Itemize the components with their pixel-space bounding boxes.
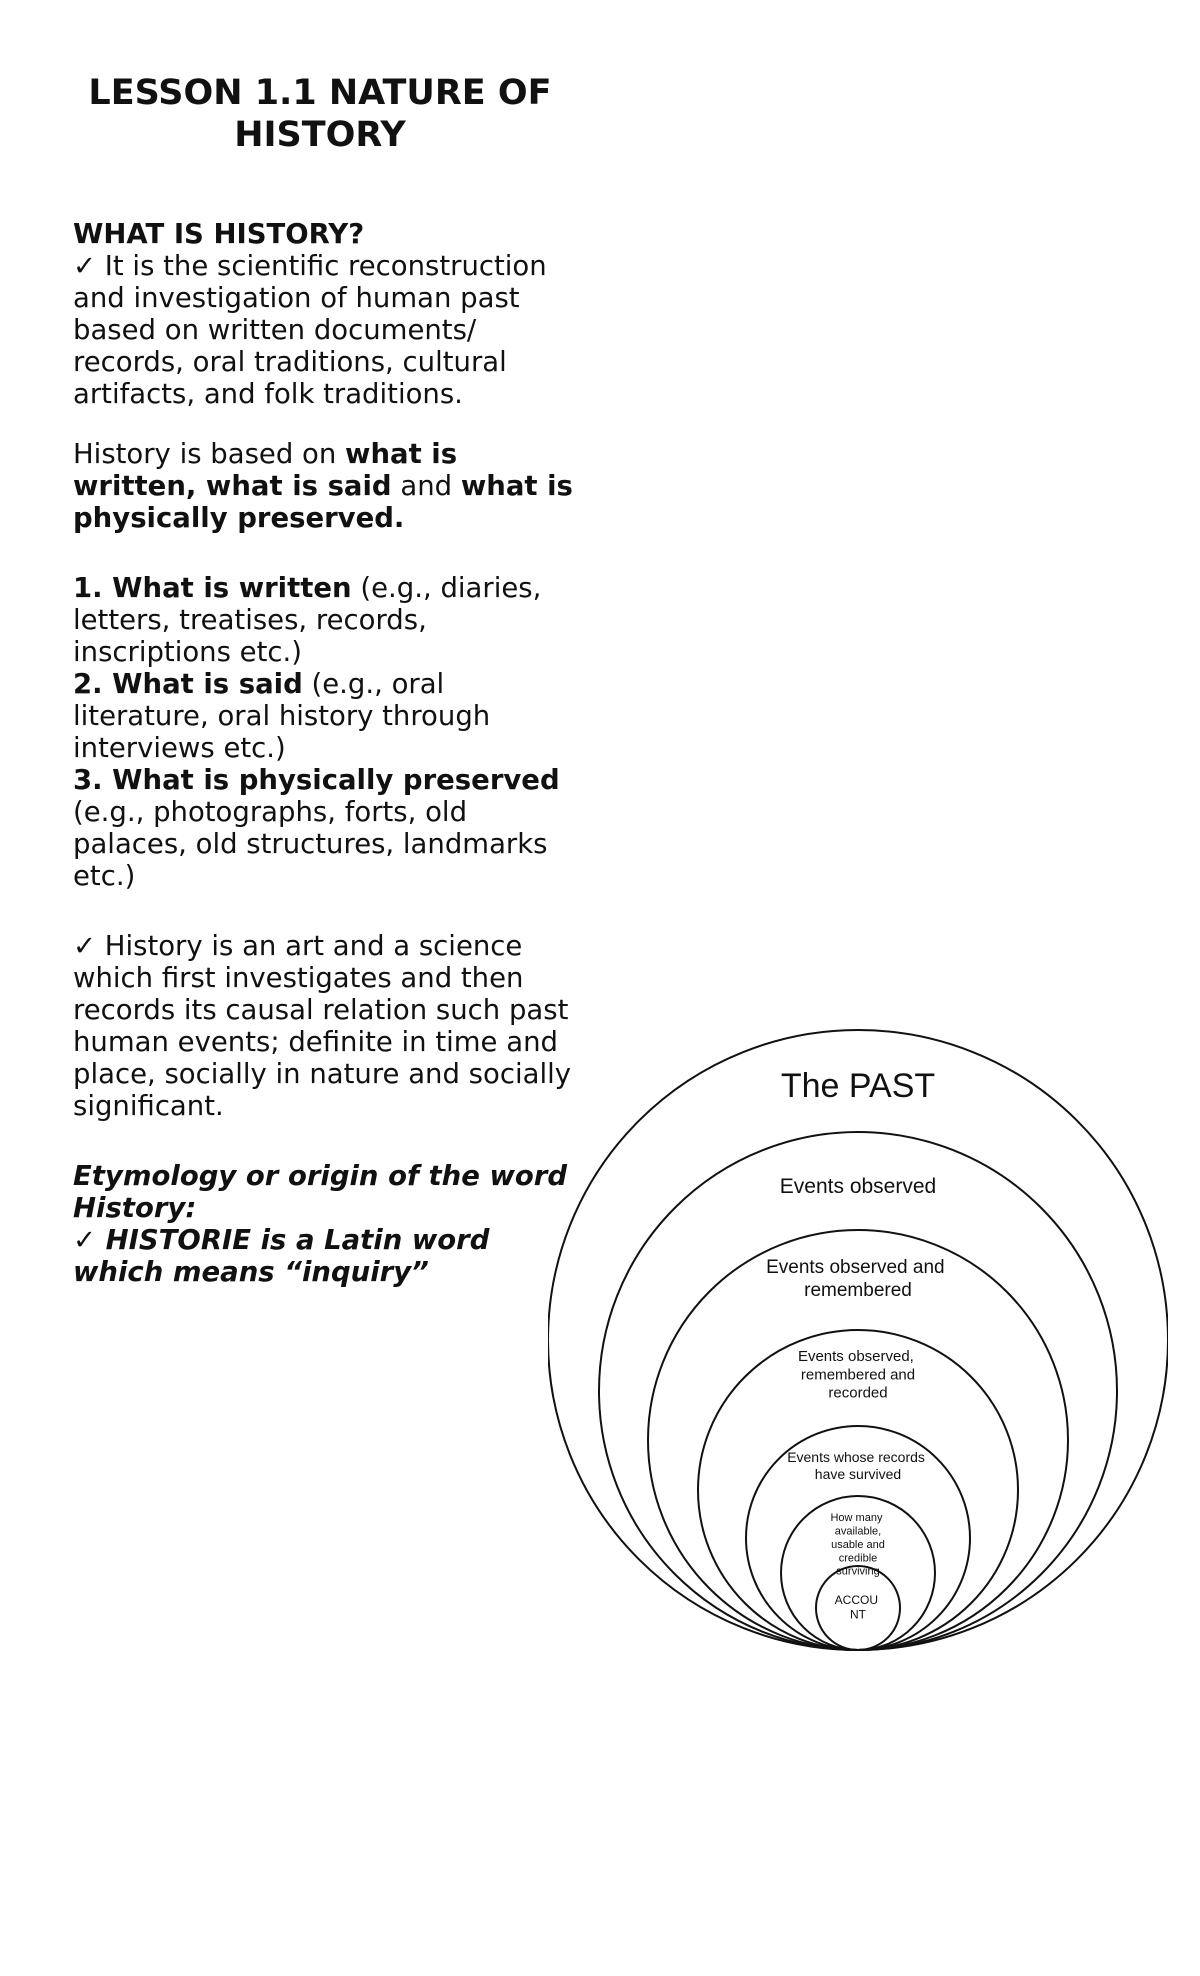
label-survived: Events whose records have survived xyxy=(787,1449,925,1483)
section-heading: WHAT IS HISTORY? xyxy=(73,218,365,250)
check-icon: ✓ xyxy=(73,930,97,962)
etymology-statement xyxy=(73,1224,573,1288)
check-icon: ✓ xyxy=(73,250,97,282)
source-label: 3. What is physically preserved xyxy=(73,764,560,796)
source-label: 2. What is said xyxy=(73,668,303,700)
source-label: 1. What is written xyxy=(73,572,352,604)
history-circles-diagram xyxy=(548,1025,1168,1665)
source-item xyxy=(73,572,573,668)
label-remembered: Events observed and remembered xyxy=(766,1257,945,1302)
basis-part1: what is written, what is said xyxy=(73,438,458,502)
art-science-paragraph xyxy=(73,930,573,1122)
art-science-text: History is an art and a science which first investigates and then records its causal relation such past human events; definite in time and place, socially in nature and socially significant. xyxy=(73,930,571,1122)
source-desc: (e.g., photographs, forts, old palaces, old structures, landmarks etc.) xyxy=(73,796,548,892)
etymology-heading: Etymology or origin of the word History: xyxy=(73,1160,568,1224)
label-recorded: Events observed, remembered and recorded xyxy=(797,1348,916,1402)
definition-paragraph xyxy=(73,250,573,410)
label-credible: How many available, usable and credible surviving xyxy=(830,1512,885,1578)
source-item xyxy=(73,764,573,892)
source-item xyxy=(73,668,573,764)
label-account: ACCOU NT xyxy=(834,1593,878,1622)
basis-part2: what is physically preserved. xyxy=(73,470,573,534)
check-icon: ✓ xyxy=(73,1224,97,1256)
basis-connector: and xyxy=(400,470,453,502)
basis-paragraph xyxy=(73,438,573,534)
source-desc: (e.g., diaries, letters, treatises, records, inscriptions etc.) xyxy=(73,572,542,668)
basis-lead: History is based on xyxy=(73,438,337,470)
label-observed: Events observed xyxy=(779,1175,937,1198)
lesson-title: LESSON 1.1 NATURE OF HISTORY xyxy=(88,73,552,155)
etymology-text: HISTORIE is a Latin word which means “inquiry” xyxy=(73,1224,490,1288)
lesson-body xyxy=(73,218,573,1288)
label-past: The PAST xyxy=(780,1067,936,1105)
definition-text: It is the scientific reconstruction and investigation of human past based on written documents/ records, oral traditions, cultural artifacts, and folk traditions. xyxy=(73,250,547,410)
diagram-svg xyxy=(548,1025,1168,1665)
source-desc: (e.g., oral literature, oral history through interviews etc.) xyxy=(73,668,491,764)
